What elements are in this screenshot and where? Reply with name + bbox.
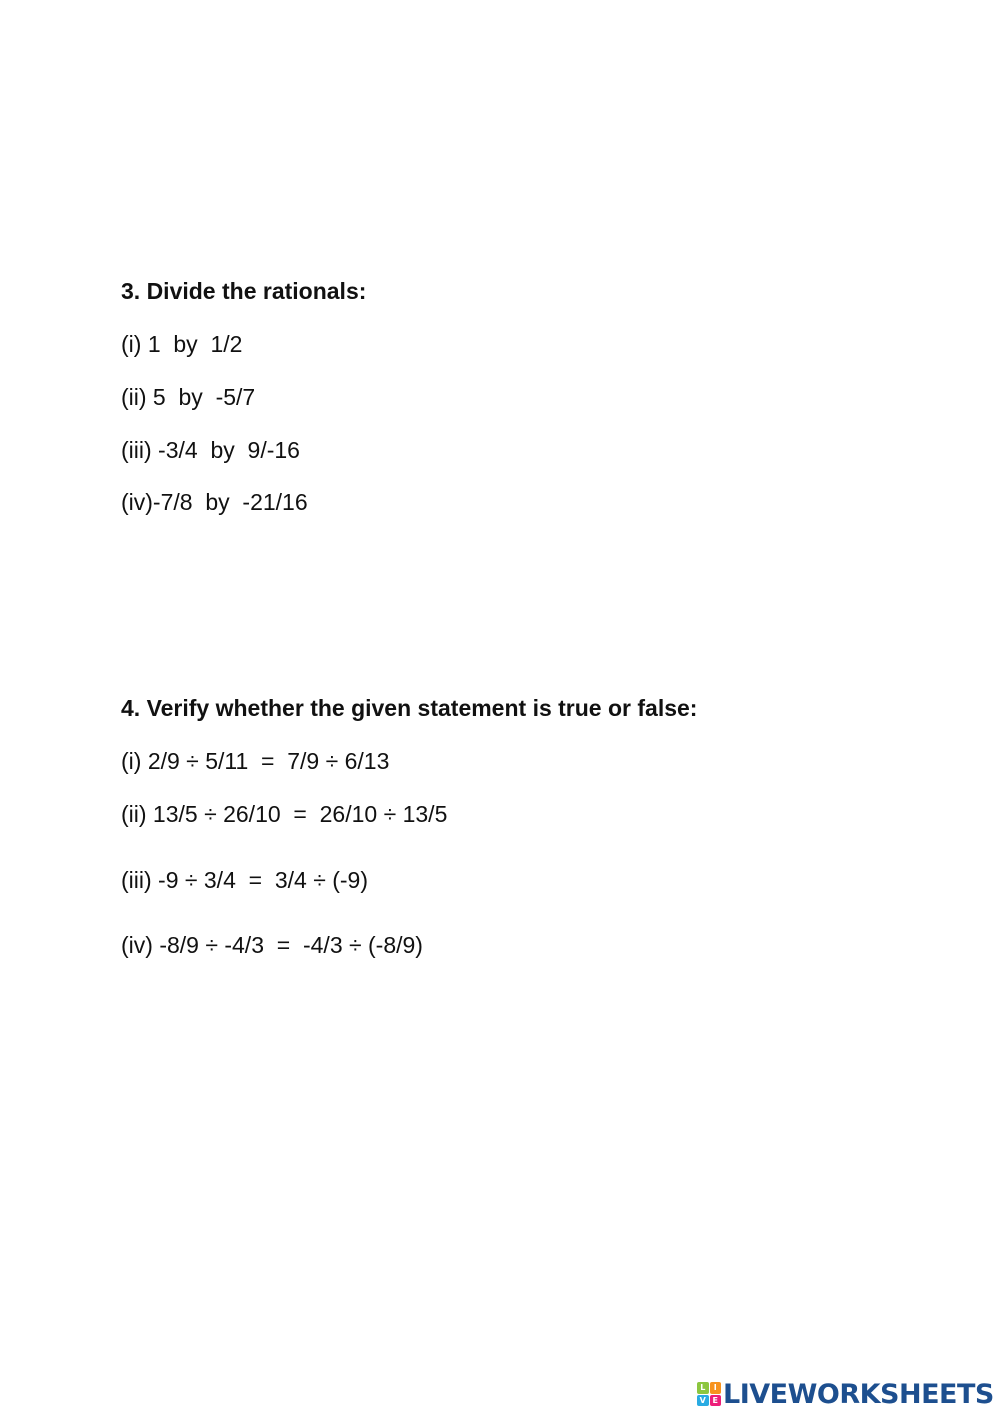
logo-letter-e: E	[710, 1395, 722, 1407]
logo-letter-v: V	[697, 1395, 709, 1407]
liveworksheets-wordmark: LIVEWORKSHEETS	[723, 1378, 994, 1410]
logo-letter-l: L	[697, 1382, 709, 1394]
liveworksheets-logo-icon	[697, 1382, 721, 1406]
section-3-item-2: (ii) 5 by -5/7	[121, 384, 256, 410]
section-4-item-1: (i) 2/9 ÷ 5/11 = 7/9 ÷ 6/13	[121, 748, 390, 774]
section-4-item-4: (iv) -8/9 ÷ -4/3 = -4/3 ÷ (-8/9)	[121, 932, 423, 958]
section-3-item-1: (i) 1 by 1/2	[121, 331, 243, 357]
section-4-item-3: (iii) -9 ÷ 3/4 = 3/4 ÷ (-9)	[121, 867, 369, 893]
section-3-item-4: (iv)-7/8 by -21/16	[121, 489, 308, 515]
section-3-item-3: (iii) -3/4 by 9/-16	[121, 437, 300, 463]
logo-letter-i: I	[710, 1382, 722, 1394]
section-3-heading: 3. Divide the rationals:	[121, 278, 367, 304]
section-4-item-2: (ii) 13/5 ÷ 26/10 = 26/10 ÷ 13/5	[121, 801, 448, 827]
liveworksheets-watermark	[697, 1377, 994, 1411]
section-4-heading: 4. Verify whether the given statement is true or false:	[121, 695, 698, 721]
